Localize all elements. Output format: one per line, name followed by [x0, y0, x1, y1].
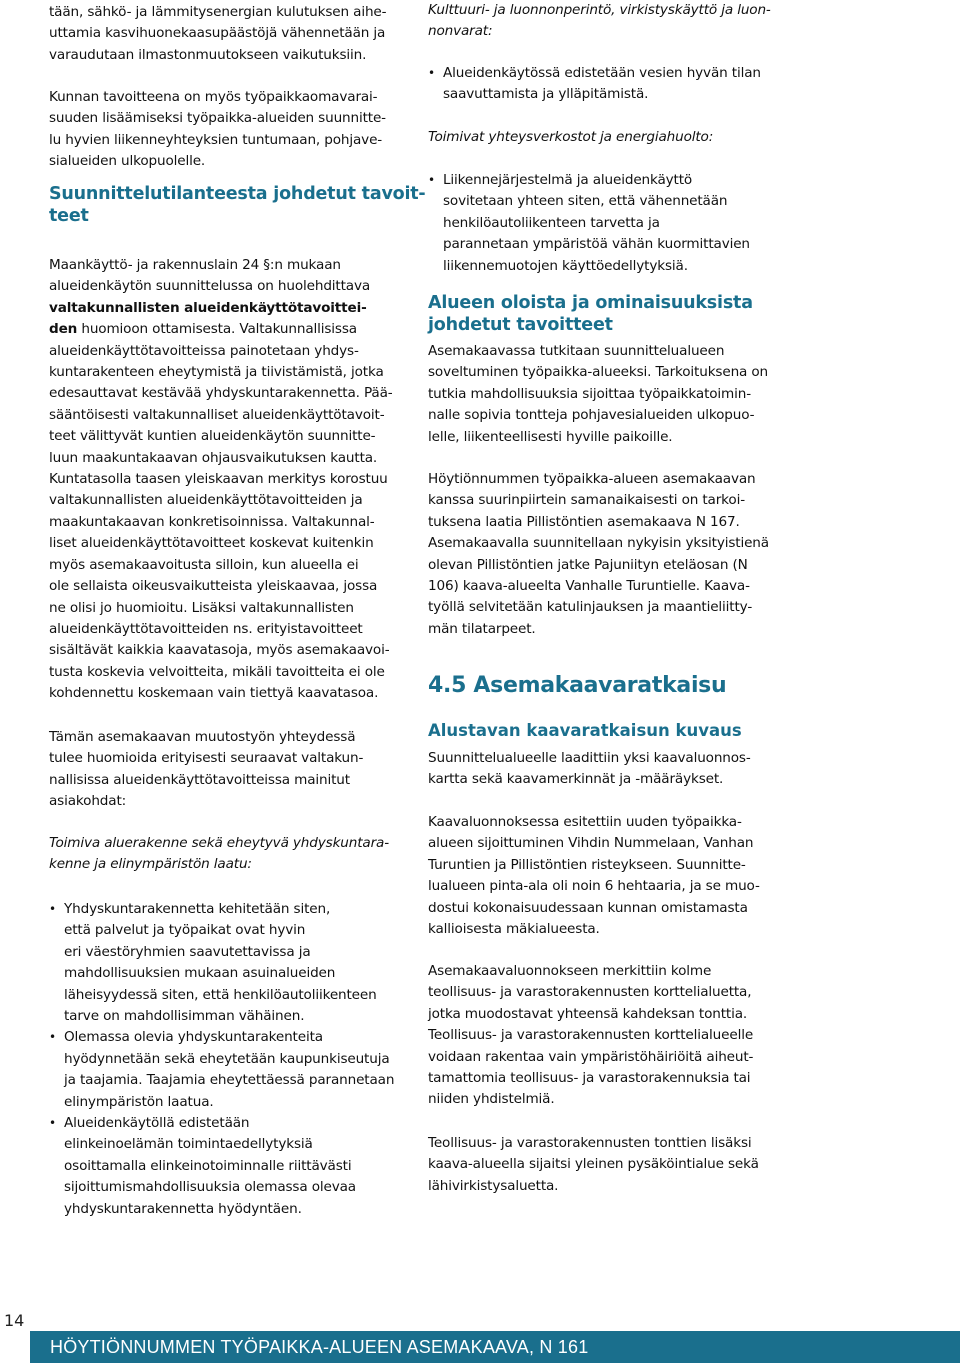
text-line: Suunnittelualueelle laadittiin yksi kaavaluonnos-: [428, 750, 751, 766]
text-line: jotka muodostavat yhteensä kahdeksan tonttia.: [428, 1005, 748, 1022]
text-line: teollisuus- ja varastorakennusten korttelialuetta,: [428, 984, 752, 1001]
text-line: hyödynnetään sekä eheytetään kaupunkiseutuja: [64, 1050, 390, 1067]
paragraph-draft-location: [428, 812, 773, 940]
text-line: Asemakaavaluonnokseen merkittiin kolme: [428, 963, 712, 979]
text-line: liikennemuotojen käyttöedellytyksiä.: [443, 257, 688, 274]
text-line: lelle, liikenteellisesti hyville paikoille.: [428, 428, 673, 445]
text-line: alueidenkäyttötavoitteiden ns. erityistavoitteet: [49, 620, 363, 637]
footer-bar: [30, 1331, 960, 1363]
text-line: olevan Pillistöntien jatke Pajuniityn eteläosan (N: [428, 556, 748, 573]
text-line: työllä selvitetään katulinjauksen ja maantieliitty-: [428, 599, 753, 616]
text-line: henkilöautoliikenteen tarvetta ja: [443, 214, 660, 231]
text-line: lualueen pinta-ala oli noin 6 hehtaaria, ja se muo-: [428, 878, 760, 895]
text-line: • Alueidenkäytössä edistetään vesien hyvän tilan: [443, 65, 761, 81]
text-line: tulee huomioida erityisesti seuraavat valtakun-: [49, 750, 364, 767]
text-line: alueen sijoittuminen Vihdin Nummelaan, Vanhan: [428, 835, 754, 852]
paragraph-energy: [49, 2, 393, 66]
text-line: osoittamalla elinkeinotoiminnalle riittävästi: [64, 1157, 352, 1174]
page-number-box: [0, 1305, 30, 1357]
paragraph-pillistontie: [428, 469, 773, 640]
subheading-block: [428, 720, 773, 741]
section-heading: 4.5 Asemakaavaratkaisu: [428, 673, 727, 698]
text-line: teet: [49, 206, 89, 226]
text-line: Teollisuus- ja varastorakennusten korttelialueelle: [428, 1027, 754, 1044]
text-line: Maankäyttö- ja rakennuslain 24 §:n mukaan: [49, 257, 341, 273]
bullet-list-water: [428, 63, 773, 106]
heading-area-goals: [428, 292, 773, 336]
text-line: ne olisi jo huomioitu. Lisäksi valtakunnallisten: [49, 599, 354, 616]
list-item: [49, 1113, 393, 1220]
text-line: läheisyydessä siten, että henkilöautoliikenteen: [64, 986, 377, 1003]
text-line: kartta sekä kaavamerkinnät ja -määräykset.: [428, 771, 724, 788]
list-item: [49, 899, 393, 1027]
text-line: lu hyvien liikenneyhteyksien tuntumaan, pohjave-: [49, 131, 383, 148]
text-line: soveltuminen työpaikka-alueeksi. Tarkoituksena on: [428, 364, 769, 381]
text-line: kaava-alueella sijaitsi yleinen pysäköintialue sekä: [428, 1156, 759, 1173]
text-line: 106) kaava-alueelta Vanhalle Turuntielle. Kaava-: [428, 578, 750, 595]
bullet-list-structure: [49, 899, 393, 1220]
text-line: yhdyskuntarakennetta hyödyntäen.: [64, 1200, 302, 1217]
text-line: kuntarakenteen eheytymistä ja tiivistämistä, jotka: [49, 364, 384, 381]
text-line: elinkeinoelämän toimintaedellytyksiä: [64, 1136, 313, 1153]
text-line: • Yhdyskuntarakennetta kehitetään siten,: [64, 901, 331, 917]
text-line: tuksena laatia Pillistöntien asemakaava N 167.: [428, 513, 740, 530]
text-line: Alueen oloista ja ominaisuuksista: [428, 293, 753, 313]
text-line: tään, sähkö- ja lämmitysenergian kulutuksen aihe-: [49, 4, 387, 20]
text-line: tarve on mahdollisimman vähäinen.: [64, 1008, 305, 1025]
text-line: sääntöisesti valtakunnalliset alueidenkäyttötavoit-: [49, 406, 385, 423]
text-line: nalle sopivia tontteja pohjavesialueiden ulkopuo-: [428, 407, 755, 424]
paragraph-workplace-goal: [49, 87, 393, 173]
text-line: Asemakaavalla suunnitellaan nykyisin yksityistienä: [428, 535, 769, 552]
paragraph-study: [428, 341, 773, 448]
heading-planning-goals: [49, 183, 426, 227]
italic-networks-text: Toimivat yhteysverkostot ja energiahuolto:: [428, 129, 714, 145]
text-line: kohdennettu koskemaan vain tiettyä kaavatasoa.: [49, 685, 379, 702]
bold-national-goals-2: den: [49, 321, 78, 338]
subheading-draft: Alustavan kaavaratkaisun kuvaus: [428, 721, 742, 740]
text-line: • Alueidenkäytöllä edistetään: [64, 1115, 250, 1132]
text-line: liset alueidenkäyttötavoitteet koskevat kuitenkin: [49, 535, 374, 552]
page-number: 14: [4, 1311, 25, 1330]
text-line: edesauttavat kestävää yhdyskuntarakennetta. Pää-: [49, 385, 393, 402]
paragraph-plan-context: [49, 727, 393, 813]
text-line: lähivirkistysaluetta.: [428, 1177, 559, 1194]
text-line: asiakohdat:: [49, 793, 127, 810]
text-line: kenne ja elinympäristön laatu:: [49, 856, 252, 873]
text-line: dostui kokonaisuudessaan kunnan omistamasta: [428, 899, 748, 916]
text-line: maakuntakaavan konkretisoinnissa. Valtakunnal-: [49, 513, 375, 530]
text-line: nallisissa alueidenkäyttötavoitteissa mainitut: [49, 771, 350, 788]
list-item: [428, 170, 773, 277]
text-line: että palvelut ja työpaikat ovat hyvin: [64, 922, 306, 939]
text-line: saavuttamista ja ylläpitämistä.: [443, 86, 649, 103]
text-line: mahdollisuuksien mukaan asuinalueiden: [64, 965, 336, 982]
text-line: • Liikennejärjestelmä ja alueidenkäyttö: [443, 172, 693, 188]
italic-networks-title: [428, 127, 773, 148]
text-line: • Olemassa olevia yhdyskuntarakenteita: [64, 1029, 323, 1046]
text-line: johdetut tavoitteet: [428, 315, 613, 335]
footer-title: HÖYTIÖNNUMMEN TYÖPAIKKA-ALUEEN ASEMAKAAVA, N 161: [50, 1337, 589, 1357]
text-line: Kulttuuri- ja luonnonperintö, virkistyskäyttö ja luon-: [428, 2, 771, 18]
text-line: alueidenkäytön suunnittelussa on huolehdittava: [49, 278, 371, 295]
text-line: Kunnan tavoitteena on myös työpaikkaomavarai-: [49, 89, 378, 105]
text-line: män tilatarpeet.: [428, 620, 536, 637]
text-line: elinympäristön laatua.: [64, 1093, 214, 1110]
text-line: voidaan rakentaa vain ympäristöhäiriöitä aiheut-: [428, 1048, 754, 1065]
text-line: sijoittumismahdollisuuksia olemassa olevaa: [64, 1179, 356, 1196]
text-line: nonvarat:: [428, 23, 493, 40]
text-line: valtakunnallisten alueidenkäyttötavoitteiden ja: [49, 492, 363, 509]
italic-culture-title: [428, 0, 773, 43]
italic-structure-title: [49, 833, 393, 876]
text-line: kallioisesta mäkialueesta.: [428, 921, 600, 938]
text-line: eri väestöryhmien saavutettavissa ja: [64, 943, 311, 960]
paragraph-draft-map: [428, 748, 773, 791]
text-line: tutkia mahdollisuuksia sijoittaa työpaikkatoimin-: [428, 385, 751, 402]
text-line: Turuntien ja Pillistöntien risteykseen. Suunnitte-: [428, 856, 746, 873]
text-line: Kuntatasolla taasen yleiskaavan merkitys korostuu: [49, 471, 388, 488]
section-title: [428, 673, 773, 699]
text-line: Höytiönnummen työpaikka-alueen asemakaavan: [428, 471, 756, 487]
text-line: varaudutaan ilmastonmuutokseen vaikutuksiin.: [49, 46, 367, 63]
list-item: [49, 1027, 393, 1113]
text-after-bold: huomioon ottamisesta. Valtakunnallisissa: [77, 321, 357, 338]
text-line: alueidenkäyttötavoitteissa painotetaan yhdys-: [49, 342, 359, 359]
paragraph-blocks: [428, 961, 773, 1111]
text-line: Tämän asemakaavan muutostyön yhteydessä: [49, 729, 356, 745]
text-line: kanssa suurinpiirtein samanaikaisesti on tarkoi-: [428, 492, 745, 509]
text-line: uttamia kasvihuonekaasupäästöjä vähennetään ja: [49, 25, 386, 42]
text-line: teet välittyvät kuntien alueidenkäytön suunnitte-: [49, 428, 376, 445]
text-line: sisältävät kaikkia kaavatasoja, myös asemakaavoi-: [49, 642, 390, 659]
text-line: tusta koskevia velvoitteita, mikäli tavoitteita ei ole: [49, 663, 385, 680]
text-line: suuden lisäämiseksi työpaikka-alueiden suunnitte-: [49, 110, 386, 127]
text-line: Toimiva aluerakenne sekä eheytyvä yhdyskuntara-: [49, 835, 389, 851]
list-item: [428, 63, 773, 106]
text-line: luun maakuntakaavan ohjausvaikutuksen kautta.: [49, 449, 378, 466]
paragraph-parking: [428, 1133, 773, 1197]
text-line: Kaavaluonnoksessa esitettiin uuden työpaikka-: [428, 814, 742, 830]
text-line: sialueiden ulkopuolelle.: [49, 153, 206, 170]
text-line: myös asemakaavoitusta silloin, kun alueella ei: [49, 556, 359, 573]
text-line: Teollisuus- ja varastorakennusten tonttien lisäksi: [428, 1135, 752, 1151]
paragraph-national-goals: [49, 255, 393, 705]
text-line: Suunnittelutilanteesta johdetut tavoit-: [49, 184, 426, 204]
bold-national-goals-1: valtakunnallisten alueidenkäyttötavoittei-: [49, 299, 367, 316]
text-line: ja taajamia. Taajamia eheytettäessä parannetaan: [64, 1072, 395, 1089]
text-line: tamattomia teollisuus- ja varastorakennuksia tai: [428, 1070, 751, 1087]
text-line: niiden yhdistelmiä.: [428, 1091, 555, 1108]
text-line: ole sellaista oikeusvaikutteista yleiskaavaa, jossa: [49, 578, 378, 595]
bullet-list-traffic: [428, 170, 773, 277]
text-line: parannetaan ympäristöä vähän kuormittavien: [443, 236, 750, 253]
text-line: Asemakaavassa tutkitaan suunnittelualueen: [428, 343, 725, 359]
text-line: sovitetaan yhteen siten, että vähennetään: [443, 193, 728, 210]
